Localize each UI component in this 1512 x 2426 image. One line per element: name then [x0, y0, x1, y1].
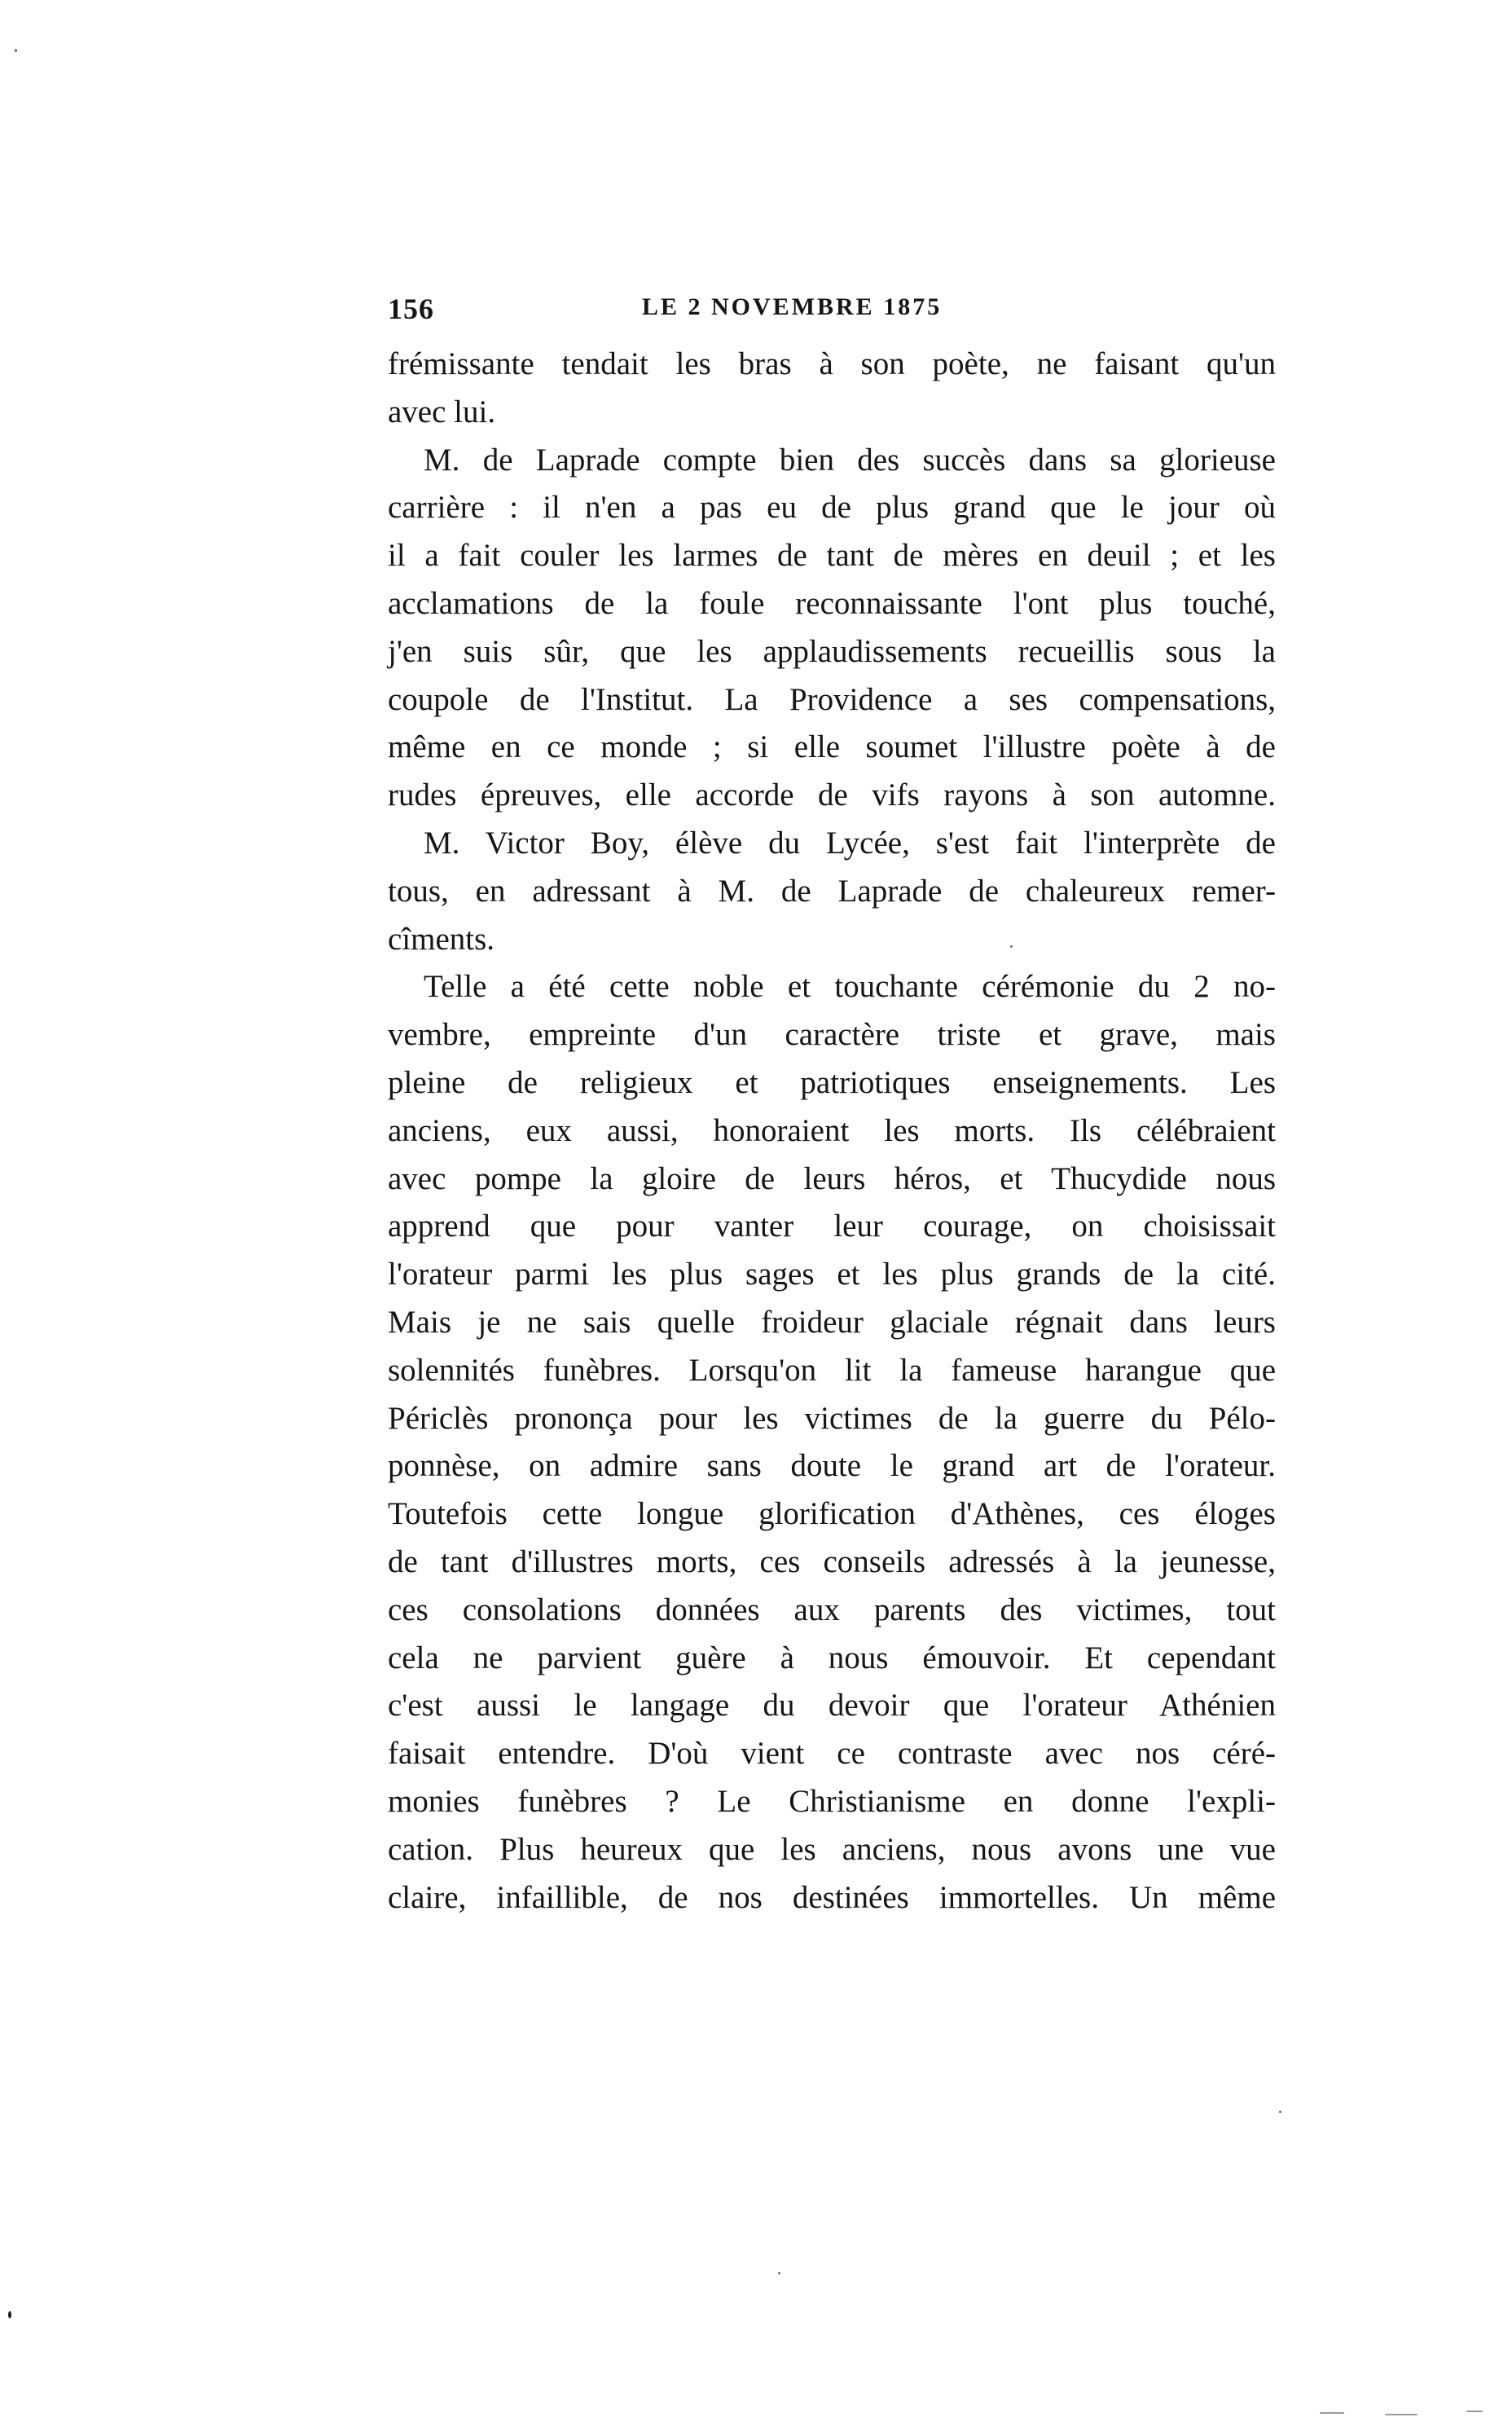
text-line: tous, en adressant à M. de Laprade de chaleureux remer- [388, 873, 1276, 909]
text-line: j'en suis sûr, que les applaudissements recueillis sous la [388, 633, 1276, 669]
text-line: faisait entendre. D'où vient ce contraste avec nos céré- [388, 1736, 1276, 1772]
scan-speck [778, 2272, 780, 2274]
text-line: rudes épreuves, elle accorde de vifs rayons à son automne. [388, 777, 1276, 813]
page-number: 156 [388, 293, 434, 325]
text-line: cation. Plus heureux que les anciens, nous avons une vue [388, 1831, 1276, 1867]
text-line: Périclès prononça pour les victimes de la guerre du Pélo- [388, 1400, 1276, 1436]
text-line: vembre, empreinte d'un caractère triste et grave, mais [388, 1017, 1276, 1053]
text-line: carrière : il n'en a pas eu de plus grand que le jour où [388, 490, 1276, 526]
text-line: il a fait couler les larmes de tant de mères en deuil ; et les [388, 538, 1276, 574]
text-line: pleine de religieux et patriotiques enseignements. Les [388, 1064, 1276, 1100]
text-line: solennités funèbres. Lorsqu'on lit la fameuse harangue que [388, 1352, 1276, 1388]
text-line: avec pompe la gloire de leurs héros, et Thucydide nous [388, 1160, 1276, 1196]
scan-speck [1466, 2411, 1483, 2412]
text-line: anciens, eux aussi, honoraient les morts. Ils célébraient [388, 1112, 1276, 1148]
scan-speck [8, 2311, 11, 2318]
text-line: M. Victor Boy, élève du Lycée, s'est fait l'interprète de [424, 825, 1276, 861]
running-title: LE 2 NOVEMBRE 1875 [642, 293, 943, 320]
text-line: Toutefois cette longue glorification d'Athènes, ces éloges [388, 1496, 1276, 1532]
text-line: l'orateur parmi les plus sages et les plus grands de la cité. [388, 1257, 1276, 1292]
text-line: c'est aussi le langage du devoir que l'orateur Athénien [388, 1688, 1276, 1724]
text-line: coupole de l'Institut. La Providence a ses compensations, [388, 681, 1276, 717]
text-line: acclamations de la foule reconnaissante l'ont plus touché, [388, 585, 1276, 621]
scan-speck [1385, 2414, 1418, 2415]
running-head [388, 292, 1276, 337]
text-line: ces consolations données aux parents des victimes, tout [388, 1592, 1276, 1627]
text-line: avec lui. [388, 394, 496, 429]
body-text [388, 341, 1276, 1922]
text-line: M. de Laprade compte bien des succès dans sa glorieuse [424, 442, 1276, 478]
scan-speck [1279, 2111, 1281, 2113]
scan-speck [15, 49, 17, 52]
text-line: Mais je ne sais quelle froideur glaciale régnait dans leurs [388, 1304, 1276, 1340]
text-line: cela ne parvient guère à nous émouvoir. Et cependant [388, 1640, 1276, 1675]
scan-speck [1010, 945, 1013, 948]
scan-speck [1320, 2412, 1344, 2414]
text-line: ponnèse, on admire sans doute le grand art de l'orateur. [388, 1448, 1276, 1484]
text-line: même en ce monde ; si elle soumet l'illustre poète à de [388, 729, 1276, 765]
text-line: de tant d'illustres morts, ces conseils adressés à la jeunesse, [388, 1543, 1276, 1579]
text-line: frémissante tendait les bras à son poète, ne faisant qu'un [388, 346, 1276, 381]
text-line: apprend que pour vanter leur courage, on choisissait [388, 1209, 1276, 1244]
text-line: claire, infaillible, de nos destinées immortelles. Un même [388, 1879, 1276, 1915]
text-line: cîments. [388, 921, 495, 957]
text-line: monies funèbres ? Le Christianisme en donne l'expli- [388, 1783, 1276, 1819]
text-line: Telle a été cette noble et touchante cérémonie du 2 no- [424, 969, 1276, 1005]
